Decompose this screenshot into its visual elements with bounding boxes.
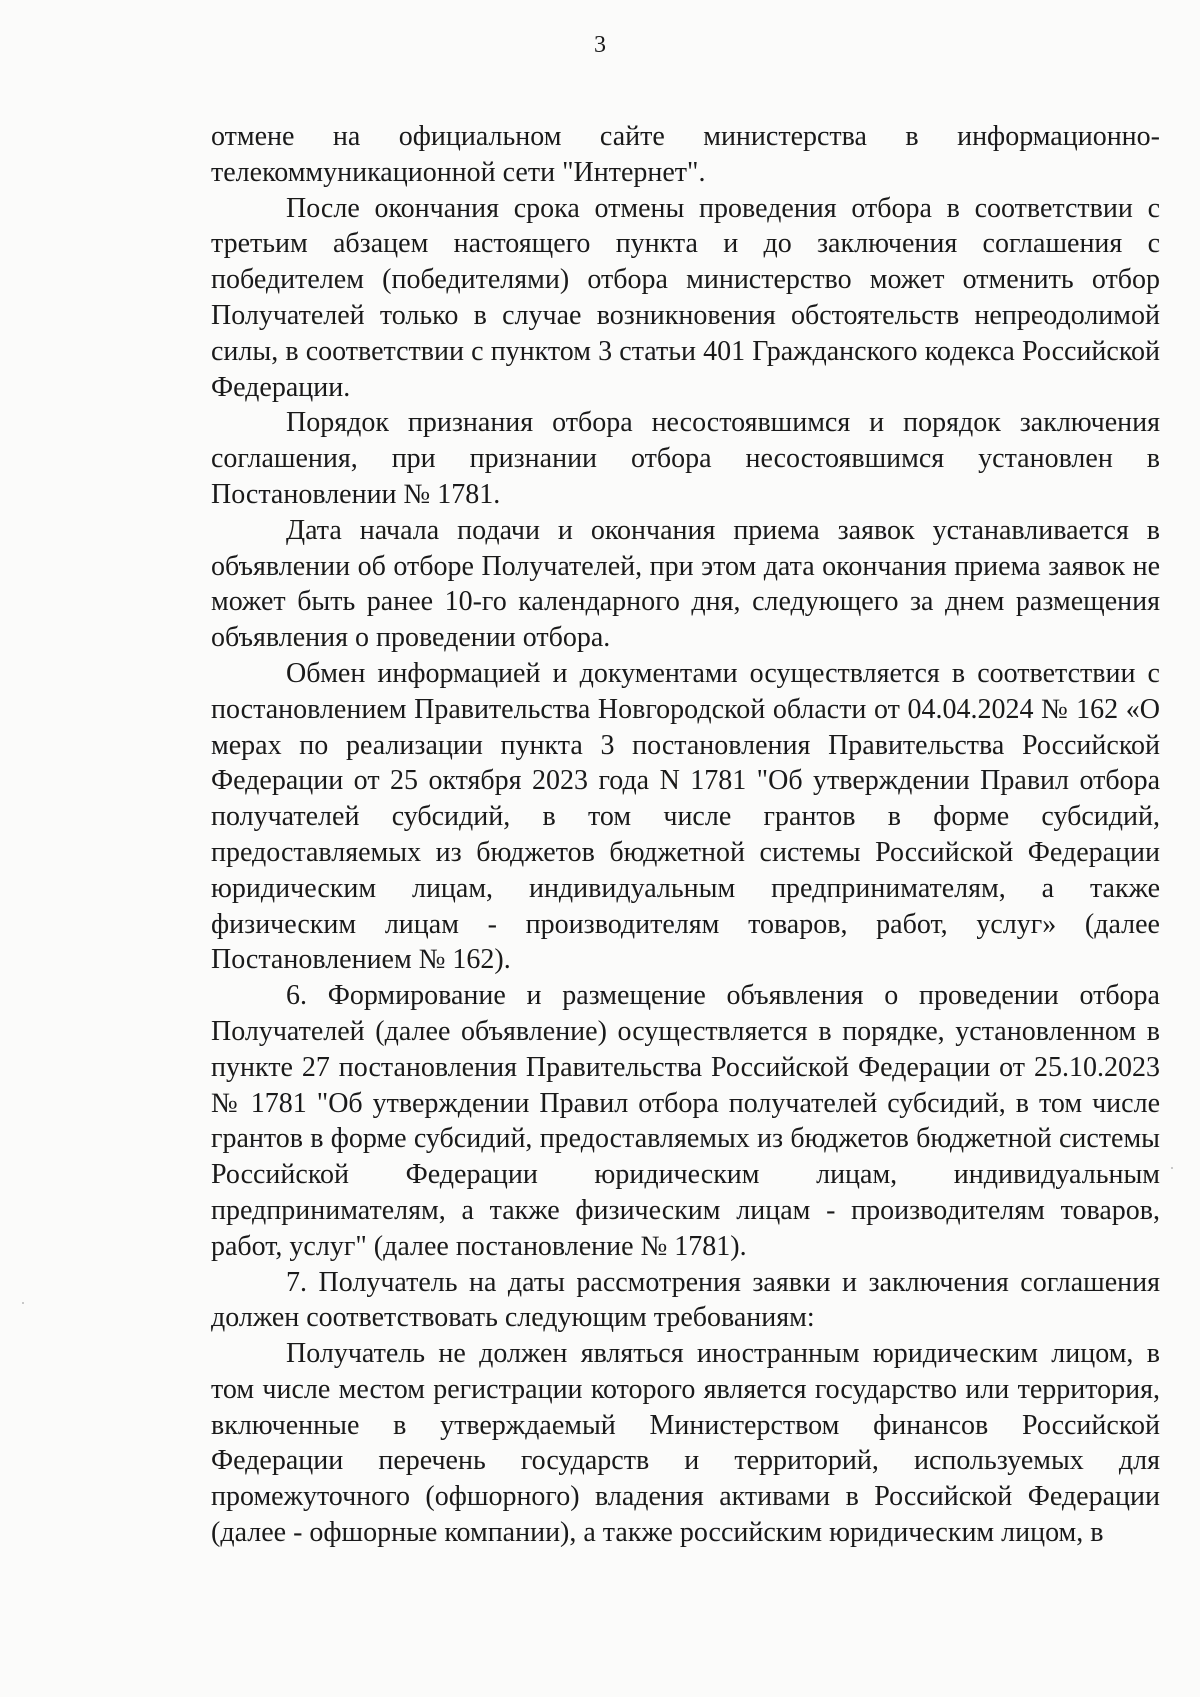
paragraph-item-6-announcement: 6. Формирование и размещение объявления о проведении отбора Получателей (далее объявление) осуществляется в порядке, установленном в пункте 27 постановления Правительства Российской Федерации от 25.10.2023 № 1781 "Об утверждении Правил отбора получателей субсидий, в том числе грантов в форме субсидий, предоставляемых из бюджетов бюджетной системы Российской Федерации юридическим лицам, индивидуальным предпринимателям, а также физическим лицам - производителям товаров, работ, услуг" (далее постановление № 1781). <box>211 980 1160 1262</box>
document-body <box>211 119 1160 1551</box>
paragraph-application-dates: Дата начала подачи и окончания приема заявок устанавливается в объявлении об отборе Получателей, при этом дата окончания приема заявок не может быть ранее 10-го календарного дня, следующего за днем размещения объявления о проведении отбора. <box>211 514 1160 654</box>
paragraph-cancellation-notice: отмене на официальном сайте министерства в информационно-телекоммуникационной сети "Интернет". <box>211 121 1160 188</box>
page-number: 3 <box>594 32 606 58</box>
paragraph-failed-selection-procedure: Порядок признания отбора несостоявшимся и порядок заключения соглашения, при признании отбора несостоявшимся установлен в Постановлении № 1781. <box>211 407 1160 510</box>
scan-speck <box>1171 1167 1173 1169</box>
scan-speck <box>22 1302 24 1304</box>
paragraph-item-7-requirements: 7. Получатель на даты рассмотрения заявки и заключения соглашения должен соответствовать следующим требованиям: <box>211 1266 1160 1334</box>
paragraph-information-exchange: Обмен информацией и документами осуществляется в соответствии с постановлением Правительства Новгородской области от 04.04.2024 № 162 «О мерах по реализации пункта 3 постановления Правительства Российской Федерации от 25 октября 2023 года N 1781 "Об утверждении Правил отбора получателей субсидий, в том числе грантов в форме субсидий, предоставляемых из бюджетов бюджетной системы Российской Федерации юридическим лицам, индивидуальным предпринимателям, а также физическим лицам - производителям товаров, работ, услуг» (далее Постановлением № 162). <box>211 657 1160 976</box>
paragraph-cancellation-force-majeure: После окончания срока отмены проведения отбора в соответствии с третьим абзацем настоящего пункта и до заключения соглашения с победителем (победителями) отбора министерство может отменить отбор Получателей только в случае возникновения обстоятельств непреодолимой силы, в соответствии с пунктом 3 статьи 401 Гражданского кодекса Российской Федерации. <box>211 192 1160 403</box>
paragraph-foreign-entity-requirement: Получатель не должен являться иностранным юридическим лицом, в том числе местом регистрации которого является государство или территория, включенные в утверждаемый Министерством финансов Российской Федерации перечень государств и территорий, используемых для промежуточного (офшорного) владения активами в Российской Федерации (далее - офшорные компании), а также российским юридическим лицом, в <box>211 1338 1160 1549</box>
